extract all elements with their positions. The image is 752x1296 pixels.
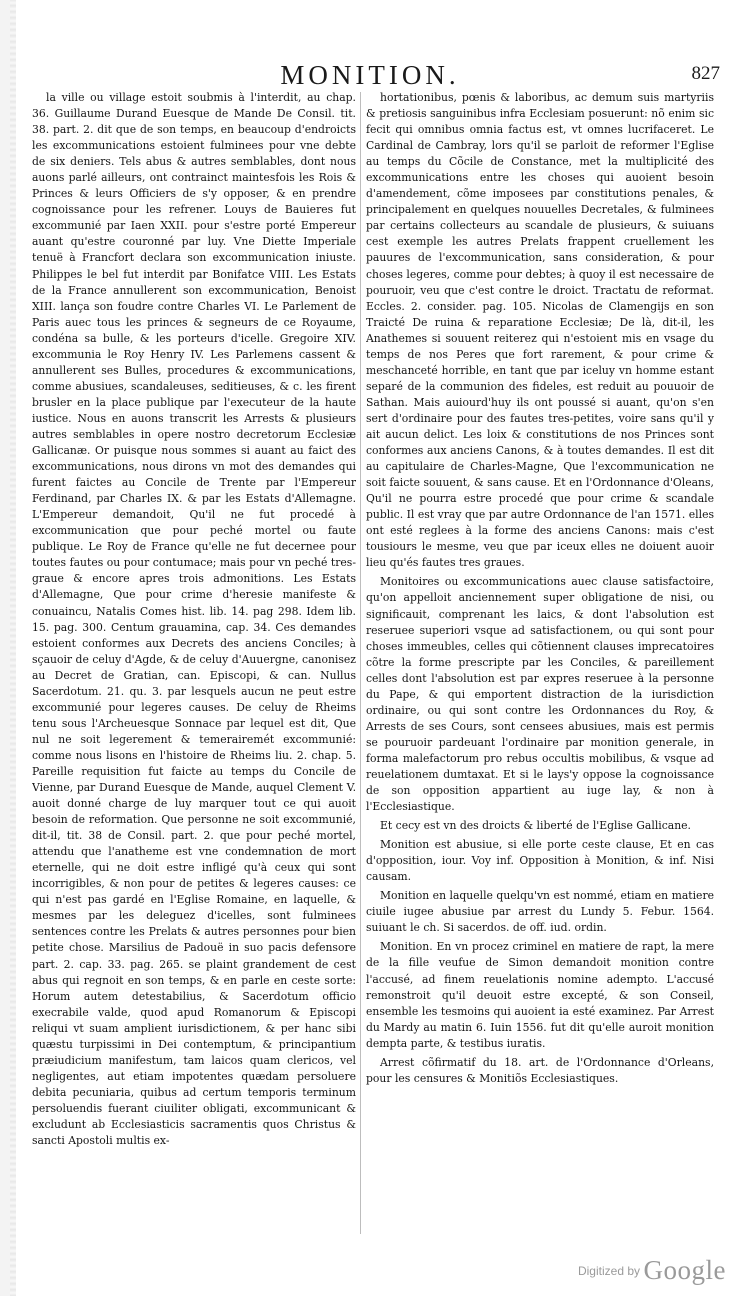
right-paragraph-1: hortationibus, pœnis & laboribus, ac demum suis martyriis & pretiosis sanguinibus infra Ecclesiam posuerunt: nõ enim sic fecit qui omnibus omnia factus est, vt omnes lucrifaceret. Le Cardinal de Cambray, lors qu'il se parloit de reformer l'Eglise au temps du Cõcile de Constance, met la multiplicité des excommunications entre les choses qui auoient besoin d'amendement, cõme imposees par constitutions penales, & principalement en quelques nouuelles Decretales, & fulminees par certains collecteurs au scandale de plusieurs, & suiuans cest exemple les autres Prelats frappent cruellement les pauures de l'excommunication, sans consideration, & pour choses legeres, comme pour debtes; à quoy il est necessaire de pouruoir, veu que c'est contre le droict. Tractatu de reformat. Eccles. 2. consider. pag. 105. Nicolas de Clamengijs en son Traicté De ruina & reparatione Ecclesiæ; De là, dit-il, les Anathemes si souuent reiterez qui n'estoient mis en vsage du temps de nos Peres que fort rarement, & pour crime & meschanceté horrible, en tant que par iceluy vn homme estant separé de la communion des fideles, est reduit au pouuoir de Sathan. Mais auiourd'huy ils ont poussé si auant, qu'on s'en sert d'ordinaire pour des fautes tres-petites, voire sans qu'il y ait aucun delict. Les loix & constitutions de nos Princes sont conformes aux anciens Canons, & à toutes demandes. Il est dit au capitulaire de Charles-Magne, Que l'excommunication ne soit faicte souuent, & sans cause. Et en l'Ordonnance d'Oleans, Qu'il ne pourra estre procedé que pour crime & scandale public. Il est vray que par autre Ordonnance de l'an 1571. elles ont esté reglees à la forme des anciens Canons: mais c'est tousiours le mesme, veu que par iceux elles ne doiuent auoir lieu qu'és fautes tres graues. [366,91,714,570]
page-number: 827 [691,63,720,84]
scan-margin [0,0,10,1296]
right-paragraph-2: Monitoires ou excommunications auec clause satisfactoire, qu'on appelloit anciennement super obligatione de nisi, ou significauit, comprenant les laics, & dont l'absolution est reseruee superiori vsque ad satisfactionem, ou qui sont pour choses immeubles, celles qui cõtiennent clauses imprecatoires cõtre la forme prescripte par les Conciles, & pareillement celles dont l'absolution est par expres reseruee à la personne du Pape, & qui emportent distraction de la iurisdiction ordinaire, ou qui sont contre les Ordonnances du Roy, & Arrests de ses Cours, sont censees abusiues, mais est permis se pouruoir pardeuant l'ordinaire par monition generale, in forma malefactorum pro rebus occultis mobilibus, & vsque ad reuelationem dumtaxat. Et si le lays'y oppose la cognoissance de son opposition appartient au iuge lay, & non à l'Ecclesiastique. [366,575,714,814]
right-paragraph-7: Arrest cõfirmatif du 18. art. de l'Ordonnance d'Orleans, pour les censures & Monitiõs Ecclesiastiques. [366,1055,714,1085]
running-head [30,60,720,90]
digitized-watermark [532,1246,732,1286]
google-logo: Google [643,1255,726,1285]
watermark-prefix: Digitized by [577,1264,640,1278]
left-paragraph-1: la ville ou village estoit soubmis à l'interdit, au chap. 36. Guillaume Durand Euesque de Mande De Consil. tit. 38. part. 2. dit que de son temps, en beaucoup d'endroicts les excommunications estoient fulminees pour vne debte de six deniers. Tels abus & autres semblables, dont nous auons parlé ailleurs, ont contrainct maintesfois les Rois & Princes & leurs Officiers de s'y opposer, & en prendre cognoissance pour les refrener. Louys de Bauieres fut excommunié par Iaen XXII. pour s'estre porté Empereur auant qu'estre couronné par luy. Vne Diette Imperiale tenuë à Francfort declara son excommunication iniuste. Philippes le bel fut interdit par Bonifatce VIII. Les Estats de la France annullerent son excommunication, Benoist XIII. lança son foudre contre Charles VI. Le Parlement de Paris auec tous les princes & segneurs de ce Royaume, condéna sa bulle, & les porteurs d'icelle. Gregoire XIV. excommunia le Roy Henry IV. Les Parlemens cassent & annullerent ses Bulles, procedures & excommunications, comme abusiues, scandaleuses, seditieuses, & c. les firent brusler en la place publique par l'executeur de la haute iustice. Nous en auons transcrit les Arrests & plusieurs autres semblables in opere nostro decretorum Ecclesiæ Gallicanæ. Or puisque nous sommes si auant au faict des excommunications, nous dirons vn mot des demandes qui furent faictes au Concile de Trente par l'Empereur Ferdinand, par Charles IX. & par les Estats d'Allemagne. L'Empereur demandoit, Qu'il ne fut procedé à excommunication que pour peché mortel ou faute publique. Le Roy de France qu'elle ne fut decernee pour toutes fautes ou pour contumace; mais pour vn peché tres-graue & encore apres trois admonitions. Les Estats d'Allemagne, Que pour crime d'heresie manifeste & conuaincu, Natalis Comes hist. lib. 14. pag 298. Idem lib. 15. pag. 300. Centum grauamina, cap. 34. Ces demandes estoient conformes aux Decrets des anciens Conciles; à sçauoir de celuy d'Agde, & de celuy d'Auuergne, canonisez au Decret de Gratian, can. Episcopi, & can. Nullus Sacerdotum. 21. qu. 3. par lesquels aucun ne peut estre excommunié pour legeres causes. De celuy de Rheims tenu sous l'Archeuesque Sonnace par lequel est dit, Que nul ne soit legerement & temerairemét excommunié: comme nous lisons en l'histoire de Rheims liu. 2. chap. 5. Pareille requisition fut faicte au temps du Concile de Vienne, par Durand Euesque de Mande, auquel Clement V. auoit donné charge de luy marquer tout ce qui auoit besoin de reformation. Que personne ne soit excommunié, dit-il, tit. 38 de Consil. part. 2. que pour peché mortel, attendu que l'anatheme est vne condemnation de mort eternelle, qui ne doit estre infligé qu'à ceux qui sont incorrigibles, & non pour de petites & legeres causes: ce qui n'est pas gardé en l'Eglise Romaine, en laquelle, & mesmes par les deleguez d'icelles, sont fulminees sentences contre les Prelats & autres personnes pour bien petite chose. Marsilius de Padouë in suo pacis defensore part. 2. cap. 33. pag. 265. se plaint grandement de cest abus qui regnoit en son temps, & en parle en ceste sorte: Horum autem detestabilius, & Sacerdotum officio execrabile valde, quod apud Romanorum & Episcopi reliqui vt suam amplient iurisdictionem, & per hanc sibi quæstu turpissimi in Dei contemptum, & principantium præiudicium manifestum, tam laicos quam clericos, vel negligentes, aut etiam impotentes quædam persoluere debita pecuniaria, quibus ad certum temporis terminum persoluendis fuerant ciuiliter obligati, excommunicant & excludunt ab Ecclesiasticis sacramentis quos Christus & sancti Apostoli multis ex- [32,91,356,1148]
right-paragraph-5: Monition en laquelle quelqu'vn est nommé, etiam en matiere ciuile iugee abusiue par arrest du Lundy 5. Febur. 1564. suiuant le ch. Si sacerdos. de off. iud. ordin. [366,889,714,935]
right-paragraph-6: Monition. En vn procez criminel en matiere de rapt, la mere de la fille veufue de Simon demandoit monition contre l'accusé, ad finem reuelationis nomine adempto. L'accusé remonstroit qu'il deuoit estre excepté, & son Conseil, ensemble les tesmoins qui auoient ia esté examinez. Par Arrest du Mardy au matin 6. Iuin 1556. fut dit qu'elle auroit monition dempta parte, & testibus iuratis. [366,940,714,1050]
column-divider [360,92,361,1234]
right-paragraph-3: Et cecy est vn des droicts & liberté de l'Eglise Gallicane. [380,819,691,833]
page-title: MONITION. [280,60,460,90]
scan-gutter [10,0,16,1296]
right-paragraph-4: Monition est abusiue, si elle porte ceste clause, Et en cas d'opposition, iour. Voy inf. Opposition à Monition, & inf. Nisi causam. [366,838,714,884]
right-column [366,90,714,1240]
left-column [32,90,356,1240]
